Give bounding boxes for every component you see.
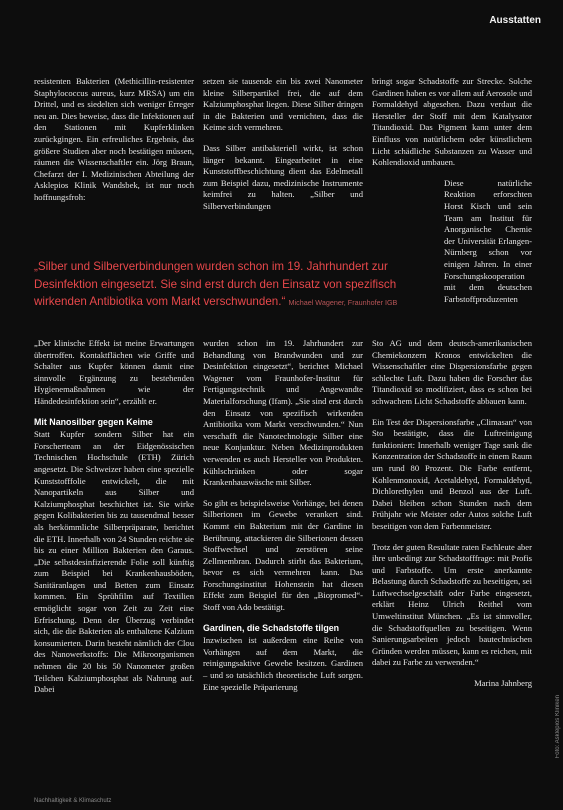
section-label: Ausstatten [489, 15, 541, 26]
page-header [489, 10, 541, 28]
footer-publication: Nachhaltigkeit & Klimaschutz [34, 798, 112, 804]
paragraph: resistenten Bakterien (Methicillin-resistenter Staphylococcus aureus, kurz MRSA) um ein Drittel, und es siedelten sich weniger Erreger neu an. Dies beweise, dass die Infektionen auf den Stationen mit Kupferklinken zurückgingen. Ein erfreuliches Ergebnis, das größere Studien aber noch bestätigen müssen, räumen die Wissenschaftler ein. Jörg Braun, Chefarzt der I. Medizinischen Abteilung der Asklepios Klinik Wandsbek, ist nur noch hoffnungsfroh: [34, 76, 194, 202]
subheading: Mit Nanosilber gegen Keime [34, 416, 153, 427]
pull-quote [34, 258, 432, 312]
photo-credit: Foto: Asklepios Kliniken [555, 694, 561, 758]
paragraph: So gibt es beispielsweise Vorhänge, bei denen Silberionen im Gewebe verankert sind. Kommt ein Bakterium mit der Gardine in Berührung, attackieren die Silberionen dessen Stoffwechsel und zerstören seine Zellmembran. Dadurch stirbt das Bakterium, bevor es sich vermehren kann. Das Forschungsinstitut Hohenstein hat diesen Effekt zum Beispiel für den „Biopromed“-Stoff von Ado bestätigt. [203, 497, 363, 613]
paragraph: Dass Silber antibakteriell wirkt, ist schon länger bekannt. Eingearbeitet in eine Kunststoffbeschichtung dient das Edelmetall zum Beispiel dazu, medizinische Instrumente keimfrei zu halten. „Silber und Silberverbindungen [203, 142, 363, 211]
column-2-top [203, 76, 363, 222]
column-1-bottom [34, 338, 194, 705]
paragraph: bringt sogar Schadstoffe zur Strecke. Solche Gardinen haben es vor allem auf Aerosole und Formaldehyd abgesehen. Dazu verdaut die Hersteller der Stoff mit dem Katalysator Titandioxid. Das Pigment kann unter dem Einfluss von natürlichem oder künstlichem Licht schädliche Substanzen zu Wasser und Kohlendioxid umbauen. [372, 76, 532, 168]
paragraph: Sto AG und dem deutsch-amerikanischen Chemiekonzern Kronos entwickelten die Wissenschaftler eine Dispersionsfarbe gegen schlechte Luft. Dazu haben die Forscher das Titandioxid so modifiziert, dass es schon bei schwachem Licht Schadstoffe abbauen kann. [372, 338, 532, 406]
paragraph: setzen sie tausende ein bis zwei Nanometer kleine Silberpartikel frei, die auf dem Kalziumphosphat liegen. Diese Silber dringen in die Bakterien und vernichten, dass die Keime sich vermehren. [203, 76, 363, 133]
quote-credit: Michael Wagener, Fraunhofer IGB [288, 298, 398, 307]
paragraph: Ein Test der Dispersionsfarbe „Climasan“ von Sto bestätigte, dass die Luftreinigung funktioniert: Innerhalb weniger Tage sank die Konzentration der Schadstoffe in einem Raum um rund 80 Prozent. Die Farbe entfernt, Kohlenmonoxid, Acetaldehyd, Formaldehyd, Dichlorethylen und Benzol aus der Luft. Dabei bleiben schon Stunden nach dem Frühjahr wie Meister oder Autos solche Luft beseitigen von dem Farbenmeister. [372, 416, 532, 531]
paragraph: Statt Kupfer sondern Silber hat ein Forscherteam an der Eidgenössischen Technischen Hochschule (ETH) Zürich angesetzt. Die Schweizer haben eine spezielle Kunststofffolie entwickelt, die mit Nanopartikeln aus Silber und Kalziumphosphat beschichtet ist. Sie wirke gegen Kolibakterien bis zu tausendmal besser als herkömmliche Silberpräparate, berichtet die ETH. Innerhalb von 24 Stunden reichte sie bis zu einer Million Bakterien den Garaus. „Die selbstdesinfizierende Folie soll künftig zum Beispiel bei Krankenhausböden, Sanitäranlagen und Betten zum Einsatz kommen. Ein Sprühfilm auf Textilien ermöglicht sogar von Zeit zu Zeit eine Erfrischung. Denn der Überzug verbindet sich, die die Bakterien als enthaltene Kalzium konsumierten. Darin besteht nämlich der Clou des Nanowerkstoffs: Die Mikroorganismen nehmen die 20 bis 50 Nanometer großen Teilchen Kalziumphosphat als Nahrung auf. Dabei [34, 429, 194, 695]
paragraph: Diese natürliche Reaktion erforschten Horst Kisch und sein Team am Institut für Anorganische Chemie der Universität Erlangen-Nürnberg schon vor einigen Jahren. In einer Forschungskooperation mit dem deutschen Farbstoffproduzenten [444, 177, 532, 304]
column-2-bottom [203, 338, 363, 702]
paragraph: wurden schon im 19. Jahrhundert zur Behandlung von Brandwunden und zur Desinfektion eingesetzt“, berichtet Michael Wagener vom Fraunhofer-Institut für Fertigungstechnik und Angewandte Materialforschung (Ifam). „Sie sind erst durch den Einsatz von spezifisch wirkenden Antibiotika vom Markt verschwunden.“ Nun verschafft die Nanotechnologie Silber eine neue Konjunktur. Neben Medizinprodukten verwenden es auch Hersteller von Produkten. Kühlschränken oder sogar Krankenhauswäsche mit Silber. [203, 338, 363, 488]
paragraph: Inzwischen ist außerdem eine Reihe von Vorhängen auf dem Markt, die reinigungsaktive Gewebe besitzen. Gardinen – und so tatsächlich theoretische Luft sorgen. Eine spezielle Präparierung [203, 635, 363, 692]
quote-text: „Silber und Silberverbindungen wurden schon im 19. Jahrhundert zur Desinfektion eingesetzt. Sie sind erst durch den Einsatz von spezifisch wirkenden Antibiotika vom Markt verschwunden.“ [34, 260, 397, 308]
column-3-bottom [372, 338, 532, 690]
column-1-top [34, 76, 194, 213]
paragraph: Trotz der guten Resultate raten Fachleute aber ihre unbedingt zur Schadstofffrage: mit Profis und Farbstoffe. Um erste anerkannte Belastung durch Schadstoffe zu beseitigen, sei Luftwechselgeschäft oder Farbe eingesetzt, erklärt Heinz Ulrich Reithel vom Umweltinstitut München. „Es ist sinnvoller, die Schadstoffquellen zu beseitigen. Wenn Sanierungsarbeiten jedoch bautechnischen Gründen werden müssen, kann es reichen, mit dabei zu Farbe zu verwenden.“ [372, 541, 532, 668]
author-name: Marina Jahnberg [474, 678, 532, 689]
subheading: Gardinen, die Schadstoffe tilgen [203, 622, 340, 633]
paragraph: „Der klinische Effekt ist meine Erwartungen übertroffen. Kontaktflächen wie Griffe und Schalter aus Kupfer können damit eine sinnvolle Ergänzung zu bestehenden Hygienemaßnahmen wie der Händedesinfektion sein“, erzählt er. [34, 338, 194, 406]
